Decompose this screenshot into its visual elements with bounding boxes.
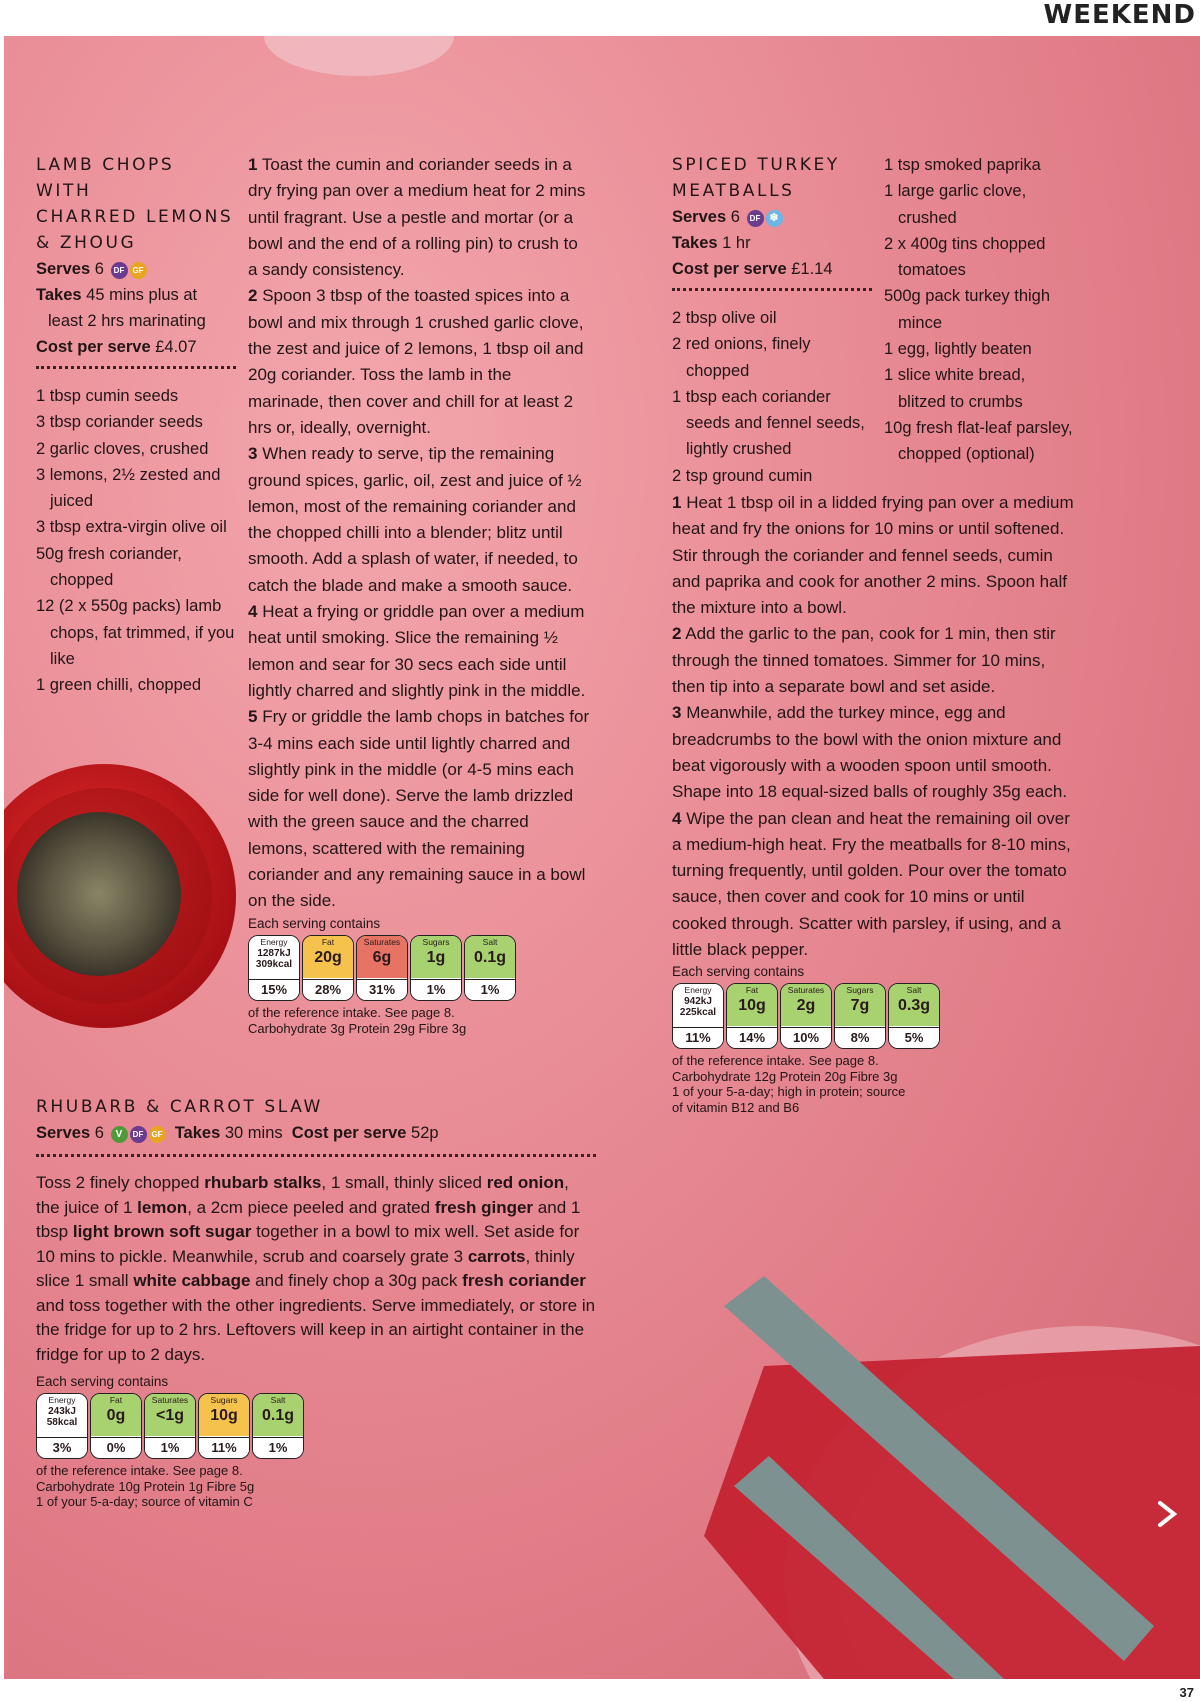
method-step bbox=[248, 599, 590, 704]
page-number: 37 bbox=[1179, 1685, 1194, 1700]
ingredient: 2 x 400g tins chopped tomatoes bbox=[884, 234, 1046, 280]
serves-value: 6 bbox=[94, 1124, 104, 1142]
dairy-free-icon: DF bbox=[747, 210, 764, 227]
nutrition-cell bbox=[36, 1393, 88, 1459]
nutrient-label: Fat bbox=[109, 1395, 123, 1405]
nutrition-cell bbox=[410, 935, 462, 1001]
nutrient-value: 309kcal bbox=[255, 959, 293, 970]
ingredient: 2 tbsp olive oil bbox=[672, 309, 777, 327]
ingredient: 10g fresh flat-leaf parsley, chopped (optional) bbox=[884, 418, 1073, 464]
nutrition-cell-top bbox=[199, 1394, 249, 1436]
nutrient-percent: 0% bbox=[91, 1437, 141, 1458]
method-step bbox=[248, 441, 590, 599]
nutrition-title: Each serving contains bbox=[248, 916, 381, 931]
step-text: Heat a frying or griddle pan over a medium heat until smoking. Slice the remaining ½ lemon and sear for 30 secs each side until lightly charred and slightly pink in the middle. bbox=[248, 602, 586, 700]
nutrition-cell bbox=[888, 983, 940, 1049]
ingredient: 2 tsp ground cumin bbox=[672, 466, 813, 485]
lamb-title-line: LAMB CHOPS WITH bbox=[36, 155, 175, 201]
nutrient-value: 10g bbox=[210, 1407, 238, 1424]
nutrition-cell-top bbox=[249, 936, 299, 978]
nutrient-label: Saturates bbox=[151, 1395, 189, 1405]
nutrient-percent: 5% bbox=[889, 1027, 939, 1048]
slaw-meta bbox=[36, 1120, 596, 1146]
nutrient-percent: 8% bbox=[835, 1027, 885, 1048]
step-text: When ready to serve, tip the remaining ground spices, garlic, oil, zest and juice of ½ lemon, most of the remaining coriander and the chopped chilli into a blender; blitz until smooth. Add a splash of water, if needed, to catch the blade and make a smooth sauce. bbox=[248, 444, 582, 595]
cost-label: Cost per serve bbox=[291, 1124, 407, 1142]
nutrient-value: 225kcal bbox=[679, 1007, 717, 1018]
slaw-recipe bbox=[36, 1094, 596, 1367]
step-number: 2 bbox=[248, 286, 258, 306]
divider bbox=[36, 366, 236, 369]
footnote-line: of vitamin B12 and B6 bbox=[672, 1099, 800, 1115]
takes-value: 30 mins bbox=[224, 1124, 283, 1142]
nutrition-cell-top bbox=[37, 1394, 87, 1436]
nutrition-cell-top bbox=[727, 984, 777, 1026]
method-text: together in a bowl to mix well. Set aside for 10 mins to pickle. Meanwhile, scrub and coarsely grate 3 bbox=[36, 1222, 580, 1266]
nutrition-cell bbox=[464, 935, 516, 1001]
nutrition-label bbox=[248, 935, 588, 1001]
ingredient-highlight: light brown soft sugar bbox=[72, 1222, 252, 1241]
nutrient-label: Saturates bbox=[787, 985, 825, 995]
ingredient: 500g pack turkey thigh mince bbox=[884, 287, 1051, 332]
nutrition-cell bbox=[356, 935, 408, 1001]
footnote-line: of the reference intake. See page 8. bbox=[248, 1005, 455, 1020]
nutrition-cell-top bbox=[145, 1394, 195, 1436]
slaw-method bbox=[36, 1171, 596, 1367]
nutrient-label: Saturates bbox=[363, 937, 401, 947]
turkey-title bbox=[672, 152, 872, 204]
ingredient: 2 garlic cloves, crushed bbox=[36, 439, 209, 458]
method-text: and 1 tbsp bbox=[36, 1197, 581, 1241]
method-step bbox=[248, 283, 590, 441]
nutrient-value: 0g bbox=[106, 1407, 126, 1424]
divider bbox=[672, 288, 872, 291]
vegetarian-icon: V bbox=[111, 1126, 128, 1143]
method-text: , a 2cm piece peeled and grated bbox=[187, 1197, 435, 1217]
nutrient-value: 6g bbox=[372, 949, 392, 966]
ingredient-highlight: rhubarb stalks bbox=[204, 1173, 322, 1192]
nutrient-percent: 28% bbox=[303, 979, 353, 1000]
nutrient-percent: 1% bbox=[411, 979, 461, 1000]
nutrient-label: Energy bbox=[684, 985, 712, 995]
nutrient-percent: 31% bbox=[357, 979, 407, 1000]
turkey-method bbox=[672, 490, 1082, 963]
turkey-takes bbox=[672, 230, 872, 256]
nutrition-cell bbox=[252, 1393, 304, 1459]
recipe-page bbox=[4, 36, 1200, 1679]
nutrition-cell-top bbox=[835, 984, 885, 1026]
takes-value: 45 mins plus at least 2 hrs marinating bbox=[48, 286, 206, 330]
nutrient-value: 58kcal bbox=[46, 1417, 78, 1428]
nutrient-percent: 15% bbox=[249, 979, 299, 1000]
cost-value: £4.07 bbox=[155, 338, 197, 356]
nutrient-value: 942kJ bbox=[684, 996, 712, 1007]
serves-label: Serves bbox=[672, 208, 727, 226]
nutrition-cell bbox=[726, 983, 778, 1049]
step-number: 3 bbox=[672, 703, 682, 723]
turkey-recipe-header bbox=[672, 152, 872, 489]
ingredient: 1 large garlic clove, crushed bbox=[884, 182, 1027, 227]
method-step bbox=[248, 704, 590, 914]
nutrition-cell bbox=[302, 935, 354, 1001]
cost-value: 52p bbox=[411, 1124, 439, 1142]
cost-label: Cost per serve bbox=[672, 260, 787, 278]
nutrient-value: 243kJ bbox=[48, 1406, 76, 1417]
method-step bbox=[672, 621, 1082, 700]
nutrient-label: Energy bbox=[260, 937, 288, 947]
nutrient-label: Salt bbox=[270, 1395, 286, 1405]
nutrition-cell-top bbox=[673, 984, 723, 1026]
serves-value: 6 bbox=[94, 260, 104, 278]
nutrient-value: 7g bbox=[850, 997, 870, 1014]
turkey-serves bbox=[672, 204, 872, 230]
nutrition-footnote bbox=[248, 1005, 588, 1036]
ingredient: 3 tbsp coriander seeds bbox=[36, 413, 203, 432]
takes-label: Takes bbox=[672, 234, 718, 252]
nutrition-cell-top bbox=[465, 936, 515, 978]
step-text: Toast the cumin and coriander seeds in a dry frying pan over a medium heat for 2 mins until fragrant. Use a pestle and mortar (or a bowl and the end of a rolling pin) to crush to a sandy consistency. bbox=[248, 155, 586, 280]
nutrition-footnote bbox=[672, 1053, 1012, 1115]
nutrient-percent: 11% bbox=[199, 1437, 249, 1458]
ingredient-highlight: carrots bbox=[467, 1246, 526, 1266]
method-step bbox=[672, 700, 1082, 805]
lamb-serves bbox=[36, 256, 236, 282]
footnote-line: Carbohydrate 12g Protein 20g Fibre 3g bbox=[672, 1068, 898, 1084]
method-step bbox=[672, 490, 1082, 621]
ingredient: 1 tsp smoked paprika bbox=[884, 156, 1041, 174]
step-number: 4 bbox=[248, 602, 258, 622]
nutrition-label bbox=[672, 983, 1012, 1049]
lamb-method bbox=[248, 152, 590, 915]
ingredient-highlight: fresh coriander bbox=[462, 1271, 586, 1290]
nutrient-value: 0.3g bbox=[897, 997, 930, 1014]
footnote-line: Carbohydrate 3g Protein 29g Fibre 3g bbox=[248, 1020, 467, 1036]
nutrient-label: Sugars bbox=[422, 937, 450, 947]
glass-icon bbox=[264, 36, 454, 76]
nutrient-label: Sugars bbox=[846, 985, 874, 995]
method-text: Toss 2 finely chopped bbox=[36, 1173, 205, 1192]
freezable-icon: ❄ bbox=[766, 210, 783, 227]
step-text: Add the garlic to the pan, cook for 1 min, then stir through the tinned tomatoes. Simmer for 10 mins, then tip into a separate bowl and set aside. bbox=[672, 624, 1056, 697]
nutrient-label: Fat bbox=[321, 937, 335, 947]
lamb-cost bbox=[36, 334, 236, 360]
takes-label: Takes bbox=[36, 286, 82, 304]
nutrient-label: Fat bbox=[745, 985, 759, 995]
step-number: 2 bbox=[672, 624, 682, 644]
ingredient: 3 lemons, 2½ zested and juiced bbox=[36, 465, 221, 511]
nutrition-cell bbox=[780, 983, 832, 1049]
section-header: WEEKEND bbox=[1043, 0, 1196, 30]
slaw-nutrition bbox=[36, 1374, 376, 1510]
nutrient-percent: 11% bbox=[673, 1027, 723, 1048]
nutrition-title: Each serving contains bbox=[36, 1374, 169, 1389]
ingredient-highlight: red onion bbox=[486, 1173, 565, 1192]
nutrition-label bbox=[36, 1393, 376, 1459]
ingredient: 3 tbsp extra-virgin olive oil bbox=[36, 518, 227, 537]
serves-label: Serves bbox=[36, 1124, 91, 1142]
method-step bbox=[672, 806, 1082, 964]
nutrition-cell-top bbox=[253, 1394, 303, 1436]
ingredient-highlight: white cabbage bbox=[133, 1271, 251, 1290]
method-text: and toss together with the other ingredients. Serve immediately, or store in the fridge for up to 2 hrs. Leftovers will keep in an airtight container in the fridge for up to 2 days. bbox=[36, 1295, 596, 1364]
lamb-title bbox=[36, 152, 236, 256]
slaw-title: RHUBARB & CARROT SLAW bbox=[36, 1097, 323, 1117]
nutrition-cell-top bbox=[889, 984, 939, 1026]
nutrient-percent: 1% bbox=[465, 979, 515, 1000]
turkey-ingredients-b bbox=[884, 152, 1074, 468]
footnote-line: 1 of your 5-a-day; high in protein; source bbox=[672, 1084, 906, 1099]
footnote-line: of the reference intake. See page 8. bbox=[36, 1463, 243, 1478]
ingredient: 1 tbsp each coriander seeds and fennel seeds, lightly crushed bbox=[672, 387, 865, 459]
ingredient: 1 slice white bread, blitzed to crumbs bbox=[884, 366, 1026, 411]
serves-value: 6 bbox=[730, 208, 740, 226]
nutrition-footnote bbox=[36, 1463, 376, 1510]
chevron-right-icon bbox=[1152, 1499, 1182, 1529]
method-text: , thinly slice 1 small bbox=[36, 1246, 575, 1290]
divider bbox=[36, 1154, 596, 1157]
ingredient: 12 (2 x 550g packs) lamb chops, fat trimmed, if you like bbox=[36, 597, 235, 668]
nutrition-cell bbox=[144, 1393, 196, 1459]
nutrition-cell-top bbox=[303, 936, 353, 978]
turkey-nutrition bbox=[672, 964, 1012, 1115]
step-text: Meanwhile, add the turkey mince, egg and breadcrumbs to the bowl with the onion mixture and beat vigorously with a wooden spoon until smooth. Shape into 18 equal-sized balls of roughly 35g each. bbox=[672, 703, 1068, 802]
lamb-takes bbox=[36, 282, 236, 334]
step-text: Fry or griddle the lamb chops in batches for 3-4 mins each side until lightly charred and slightly pink in the middle (or 4-5 mins each side for well done). Serve the lamb drizzled with the green sauce and the charred lemons, scattered with the remaining coriander and any remaining sauce in a bowl on the side. bbox=[248, 707, 590, 911]
takes-value: 1 hr bbox=[722, 234, 751, 252]
step-text: Wipe the pan clean and heat the remaining oil over a medium-high heat. Fry the meatballs for 8-10 mins, turning frequently, until golden. Pour over the tomato sauce, then cover and cook for 10 mins or until cooked through. Scatter with parsley, if using, and a little black pepper. bbox=[672, 808, 1071, 960]
ingredient: 2 red onions, finely chopped bbox=[672, 335, 811, 380]
lamb-ingredients bbox=[36, 383, 236, 699]
nutrient-value: 1287kJ bbox=[257, 948, 291, 959]
nutrition-title: Each serving contains bbox=[672, 964, 805, 979]
nutrient-label: Sugars bbox=[210, 1395, 238, 1405]
gluten-free-icon: GF bbox=[149, 1126, 166, 1143]
dairy-free-icon: DF bbox=[130, 1126, 147, 1143]
step-number: 1 bbox=[248, 155, 258, 174]
takes-label: Takes bbox=[174, 1124, 221, 1142]
lamb-title-line: CHARRED LEMONS bbox=[36, 207, 234, 227]
method-text: and finely chop a 30g pack bbox=[250, 1271, 463, 1290]
nutrient-percent: 1% bbox=[145, 1437, 195, 1458]
step-text: Spoon 3 tbsp of the toasted spices into a bowl and mix through 1 crushed garlic clove, the zest and juice of 2 lemons, 1 tbsp oil and 20g coriander. Toss the lamb in the marinade, then cover and chill for at least 2 hrs or, ideally, overnight. bbox=[248, 286, 584, 437]
step-number: 3 bbox=[248, 444, 258, 464]
nutrition-cell-top bbox=[91, 1394, 141, 1436]
turkey-ingredients-a bbox=[672, 305, 872, 489]
lamb-nutrition bbox=[248, 916, 588, 1036]
ingredient: 1 tbsp cumin seeds bbox=[36, 387, 179, 405]
ingredient-highlight: lemon bbox=[137, 1197, 188, 1217]
ingredient: 50g fresh coriander, chopped bbox=[36, 544, 182, 590]
lamb-title-line: & ZHOUG bbox=[36, 233, 137, 253]
ingredient: 1 egg, lightly beaten bbox=[884, 340, 1032, 359]
gluten-free-icon: GF bbox=[130, 262, 147, 279]
nutrient-percent: 14% bbox=[727, 1027, 777, 1048]
nutrition-cell bbox=[198, 1393, 250, 1459]
step-number: 5 bbox=[248, 707, 258, 727]
method-step bbox=[248, 152, 590, 283]
cost-value: £1.14 bbox=[791, 260, 833, 278]
lamb-recipe-header bbox=[36, 152, 236, 699]
dairy-free-icon: DF bbox=[111, 262, 128, 279]
step-number: 1 bbox=[672, 493, 682, 512]
footnote-line: 1 of your 5-a-day; source of vitamin C bbox=[36, 1494, 253, 1509]
nutrient-percent: 10% bbox=[781, 1027, 831, 1048]
nutrient-value: 10g bbox=[738, 997, 766, 1014]
footnote-line: Carbohydrate 10g Protein 1g Fibre 5g bbox=[36, 1478, 255, 1494]
nutrition-cell-top bbox=[411, 936, 461, 978]
next-page-button[interactable] bbox=[1152, 1499, 1182, 1529]
turkey-cost bbox=[672, 256, 872, 282]
nutrition-cell-top bbox=[357, 936, 407, 978]
footnote-line: of the reference intake. See page 8. bbox=[672, 1053, 879, 1068]
method-text: , 1 small, thinly sliced bbox=[321, 1173, 487, 1192]
serves-label: Serves bbox=[36, 260, 91, 278]
step-number: 4 bbox=[672, 808, 682, 828]
nutrient-percent: 1% bbox=[253, 1437, 303, 1458]
nutrient-value: 0.1g bbox=[473, 949, 506, 966]
nutrition-cell-top bbox=[781, 984, 831, 1026]
nutrient-value: 1g bbox=[426, 949, 446, 966]
ingredient: 1 green chilli, chopped bbox=[36, 676, 202, 695]
step-text: Heat 1 tbsp oil in a lidded frying pan over a medium heat and fry the onions for 10 mins or until softened. Stir through the coriander and fennel seeds, cumin and paprika and cook for another 2 mins. Spoon half the mixture into a bowl. bbox=[672, 493, 1074, 618]
nutrient-label: Energy bbox=[48, 1395, 76, 1405]
nutrient-value: 2g bbox=[796, 997, 816, 1014]
nutrition-cell bbox=[834, 983, 886, 1049]
nutrient-value: <1g bbox=[155, 1407, 184, 1424]
nutrition-cell bbox=[90, 1393, 142, 1459]
nutrient-label: Salt bbox=[482, 937, 498, 947]
turkey-title-line: MEATBALLS bbox=[672, 181, 795, 201]
ingredient-highlight: fresh ginger bbox=[434, 1197, 534, 1217]
turkey-title-line: SPICED TURKEY bbox=[672, 155, 840, 175]
nutrient-value: 20g bbox=[314, 949, 342, 966]
cost-label: Cost per serve bbox=[36, 338, 151, 356]
nutrient-label: Salt bbox=[906, 985, 922, 995]
nutrition-cell bbox=[672, 983, 724, 1049]
nutrient-value: 0.1g bbox=[261, 1407, 294, 1424]
nutrient-percent: 3% bbox=[37, 1437, 87, 1458]
method-text: , the juice of 1 bbox=[36, 1173, 569, 1217]
nutrition-cell bbox=[248, 935, 300, 1001]
